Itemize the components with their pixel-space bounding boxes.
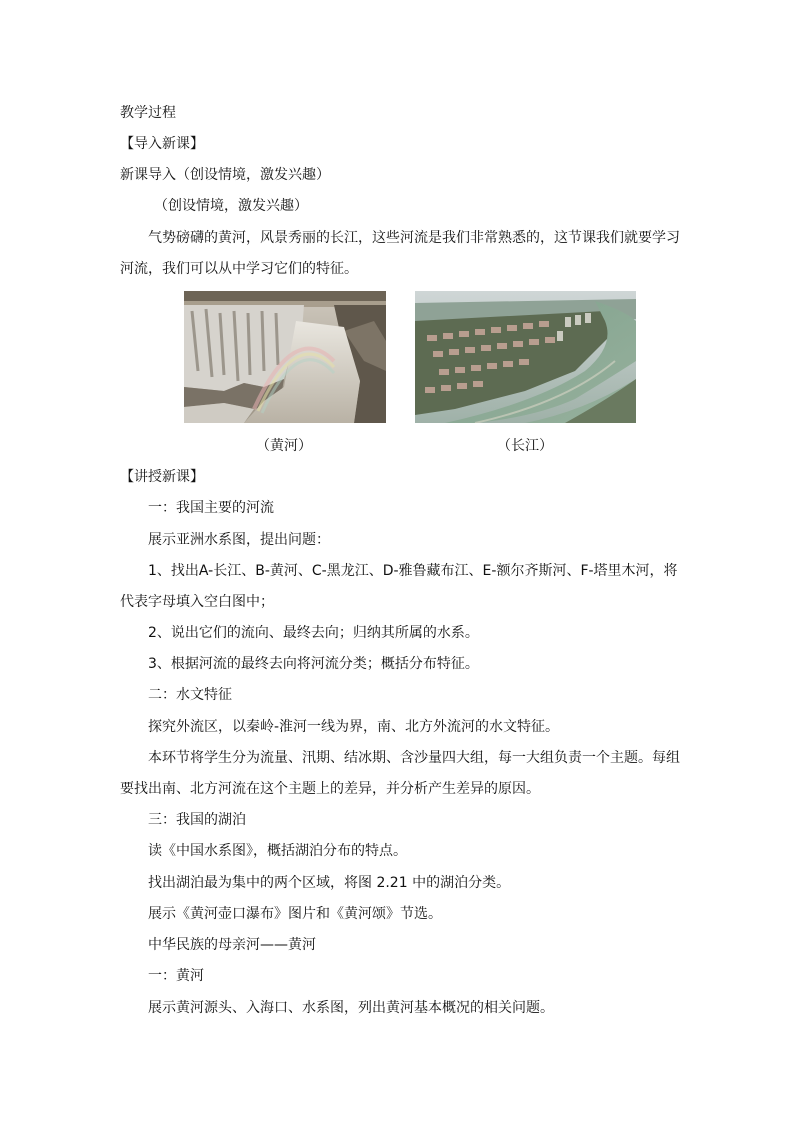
intro-para-line2: 河流，我们可以从中学习它们的特征。: [120, 261, 358, 277]
part4-sub: 一：黄河: [148, 968, 204, 984]
part1-line1: 展示亚洲水系图，提出问题：: [148, 532, 330, 548]
intro-line: 新课导入（创设情境，激发兴趣）: [120, 167, 330, 183]
part4-line1: 展示黄河源头、入海口、水系图，列出黄河基本概况的相关问题。: [148, 1000, 554, 1016]
part1-question1-line1: 1、找出A-长江、B-黄河、C-黑龙江、D-雅鲁藏布江、E-额尔齐斯河、F-塔里木河，将: [148, 563, 678, 579]
part3-line2: 找出湖泊最为集中的两个区域，将图 2.21 中的湖泊分类。: [148, 875, 511, 891]
part2-line1: 探究外流区，以秦岭-淮河一线为界，南、北方外流河的水文特征。: [148, 719, 560, 735]
section-lecture: 【讲授新课】: [120, 469, 204, 485]
part3-line3: 展示《黄河壶口瀑布》图片和《黄河颂》节选。: [148, 906, 442, 922]
part2-para-line2: 要找出南、北方河流在这个主题上的差异，并分析产生差异的原因。: [120, 781, 540, 797]
part1-title: 一：我国主要的河流: [148, 500, 274, 516]
yangtze-river-photo: [415, 291, 636, 423]
caption-yellow-river: （黄河）: [256, 438, 312, 454]
heading: 教学过程: [120, 105, 176, 121]
part2-title: 二：水文特征: [148, 687, 232, 703]
part4-title: 中华民族的母亲河——黄河: [148, 937, 316, 953]
part3-line1: 读《中国水系图》，概括湖泊分布的特点。: [148, 843, 407, 859]
part1-question2: 2、说出它们的流向、最终去向；归纳其所属的水系。: [148, 625, 479, 641]
section-intro: 【导入新课】: [120, 136, 204, 152]
part1-question1-line2: 代表字母填入空白图中；: [120, 594, 274, 610]
intro-sub: （创设情境，激发兴趣）: [154, 198, 308, 214]
part2-para-line1: 本环节将学生分为流量、汛期、结冰期、含沙量四大组，每一大组负责一个主题。每组: [148, 750, 680, 766]
intro-para-line1: 气势磅礴的黄河，风景秀丽的长江，这些河流是我们非常熟悉的，这节课我们就要学习: [148, 230, 680, 246]
part3-title: 三：我国的湖泊: [148, 812, 246, 828]
part1-question3: 3、根据河流的最终去向将河流分类；概括分布特征。: [148, 656, 479, 672]
yellow-river-photo: [184, 291, 386, 423]
caption-yangtze-river: （长江）: [497, 438, 553, 454]
